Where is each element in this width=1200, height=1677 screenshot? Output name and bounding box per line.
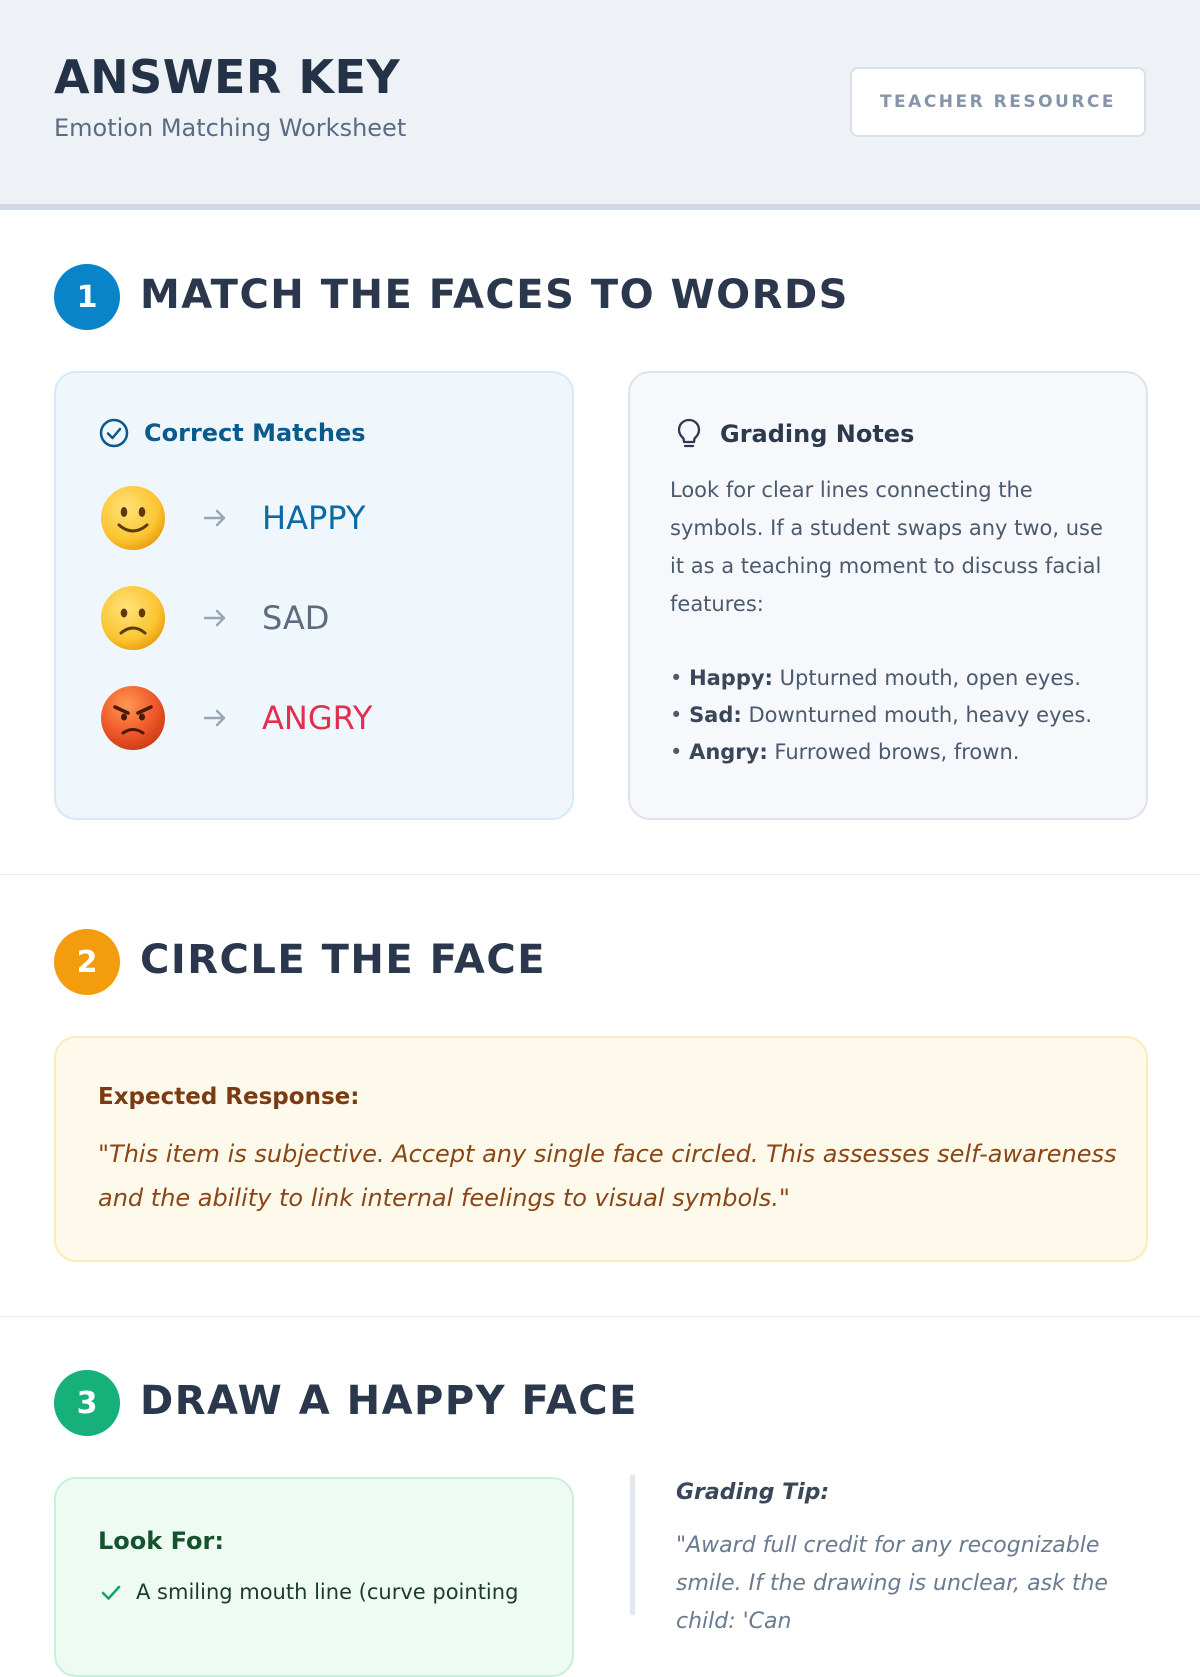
look-for-label: Look For: <box>98 1527 224 1555</box>
page-title: ANSWER KEY <box>54 50 401 104</box>
tip-quote-bar <box>630 1475 635 1615</box>
angry-face-icon <box>100 685 166 751</box>
word-happy: HAPPY <box>262 499 366 537</box>
correct-matches-card <box>54 371 574 820</box>
word-sad: SAD <box>262 599 330 637</box>
grading-notes-text: Look for clear lines connecting the symbols. If a student swaps any two, use it as a teaching moment to discuss facial features: <box>670 478 1103 616</box>
grading-tip-label: Grading Tip: <box>676 1480 830 1505</box>
sad-face-icon <box>100 585 166 651</box>
match-row-happy <box>100 483 530 553</box>
section-divider <box>0 874 1200 875</box>
expected-response-text: "This item is subjective. Accept any single face circled. This assesses self-awareness and the ability to link internal feelings to visual symbols." <box>98 1140 1117 1212</box>
happy-face-icon <box>100 485 166 551</box>
look-for-item: A smiling mouth line (curve pointing <box>98 1579 518 1605</box>
section-3-number: 3 <box>54 1370 120 1436</box>
word-angry: ANGRY <box>262 699 373 737</box>
section-divider <box>0 1316 1200 1317</box>
bullet-item: • Happy: Upturned mouth, open eyes. <box>670 666 1081 690</box>
page-subtitle: Emotion Matching Worksheet <box>54 114 407 142</box>
arrow-right-icon <box>200 703 230 733</box>
section-2-title: CIRCLE THE FACE <box>140 937 547 983</box>
expected-response-card <box>54 1036 1148 1262</box>
check-icon <box>98 1579 124 1605</box>
expected-response-label: Expected Response: <box>98 1084 360 1110</box>
arrow-right-icon <box>200 603 230 633</box>
look-for-card <box>54 1477 574 1677</box>
grading-notes-bullets <box>670 660 1120 771</box>
match-row-sad <box>100 583 530 653</box>
correct-matches-label: Correct Matches <box>144 419 366 447</box>
section-3-title: DRAW A HAPPY FACE <box>140 1378 638 1424</box>
lightbulb-icon <box>674 417 704 451</box>
grading-notes-card <box>628 371 1148 820</box>
bullet-item: • Angry: Furrowed brows, frown. <box>670 740 1020 764</box>
grading-tip-text: "Award full credit for any recognizable smile. If the drawing is unclear, ask the child: 'Can <box>676 1533 1108 1634</box>
page-header <box>0 0 1200 210</box>
section-2-number: 2 <box>54 929 120 995</box>
correct-matches-heading <box>98 417 366 449</box>
check-circle-icon <box>98 417 130 449</box>
grading-notes-heading <box>674 417 914 451</box>
arrow-right-icon <box>200 503 230 533</box>
section-1-number: 1 <box>54 264 120 330</box>
teacher-resource-badge: TEACHER RESOURCE <box>850 67 1146 137</box>
grading-notes-label: Grading Notes <box>720 420 915 448</box>
match-row-angry <box>100 683 530 753</box>
bullet-item: • Sad: Downturned mouth, heavy eyes. <box>670 703 1093 727</box>
section-1-title: MATCH THE FACES TO WORDS <box>140 272 849 318</box>
